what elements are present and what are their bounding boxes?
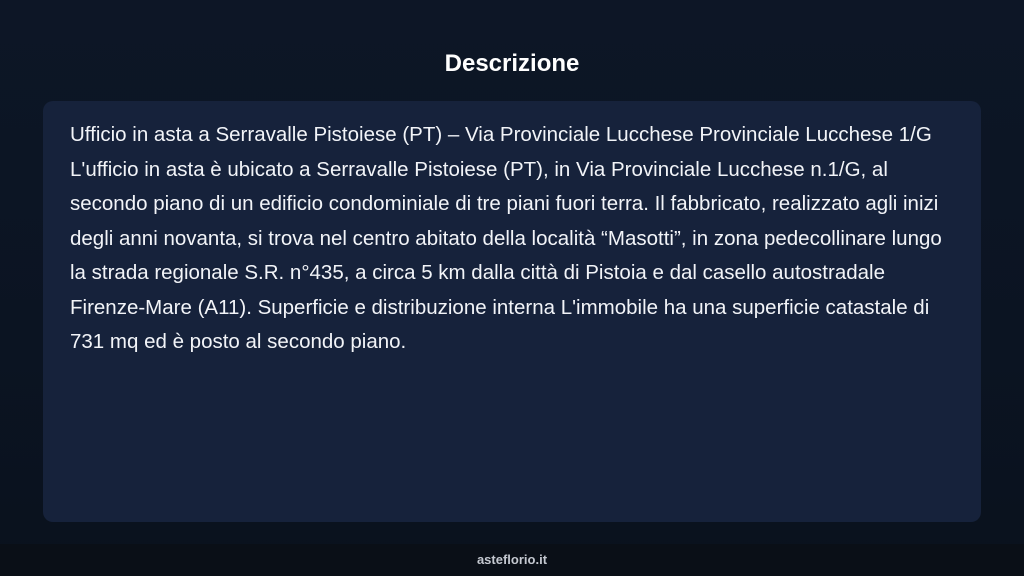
page-title: Descrizione [444,50,580,77]
footer-site-link[interactable]: asteflorio.it [476,552,548,567]
description-card [43,101,981,522]
description-text: Ufficio in asta a Serravalle Pistoiese (PT) – Via Provinciale Lucchese Provinciale Lucchese 1/G L'ufficio in asta è ubicato a Serravalle Pistoiese (PT), in Via Provinciale Lucchese n.1/G, al secondo piano di un edificio condominiale di tre piani fuori terra. Il fabbricato, realizzato agli inizi degli anni novanta, si trova nel centro abitato della località “Masotti”, in zona pedecollinare lungo la strada regionale S.R. n°435, a circa 5 km dalla città di Pistoia e dal casello autostradale Firenze-Mare (A11). Superficie e distribuzione interna L'immobile ha una superficie catastale di 731 mq ed è posto al secondo piano. [70,123,942,353]
footer-bar [0,544,1024,576]
